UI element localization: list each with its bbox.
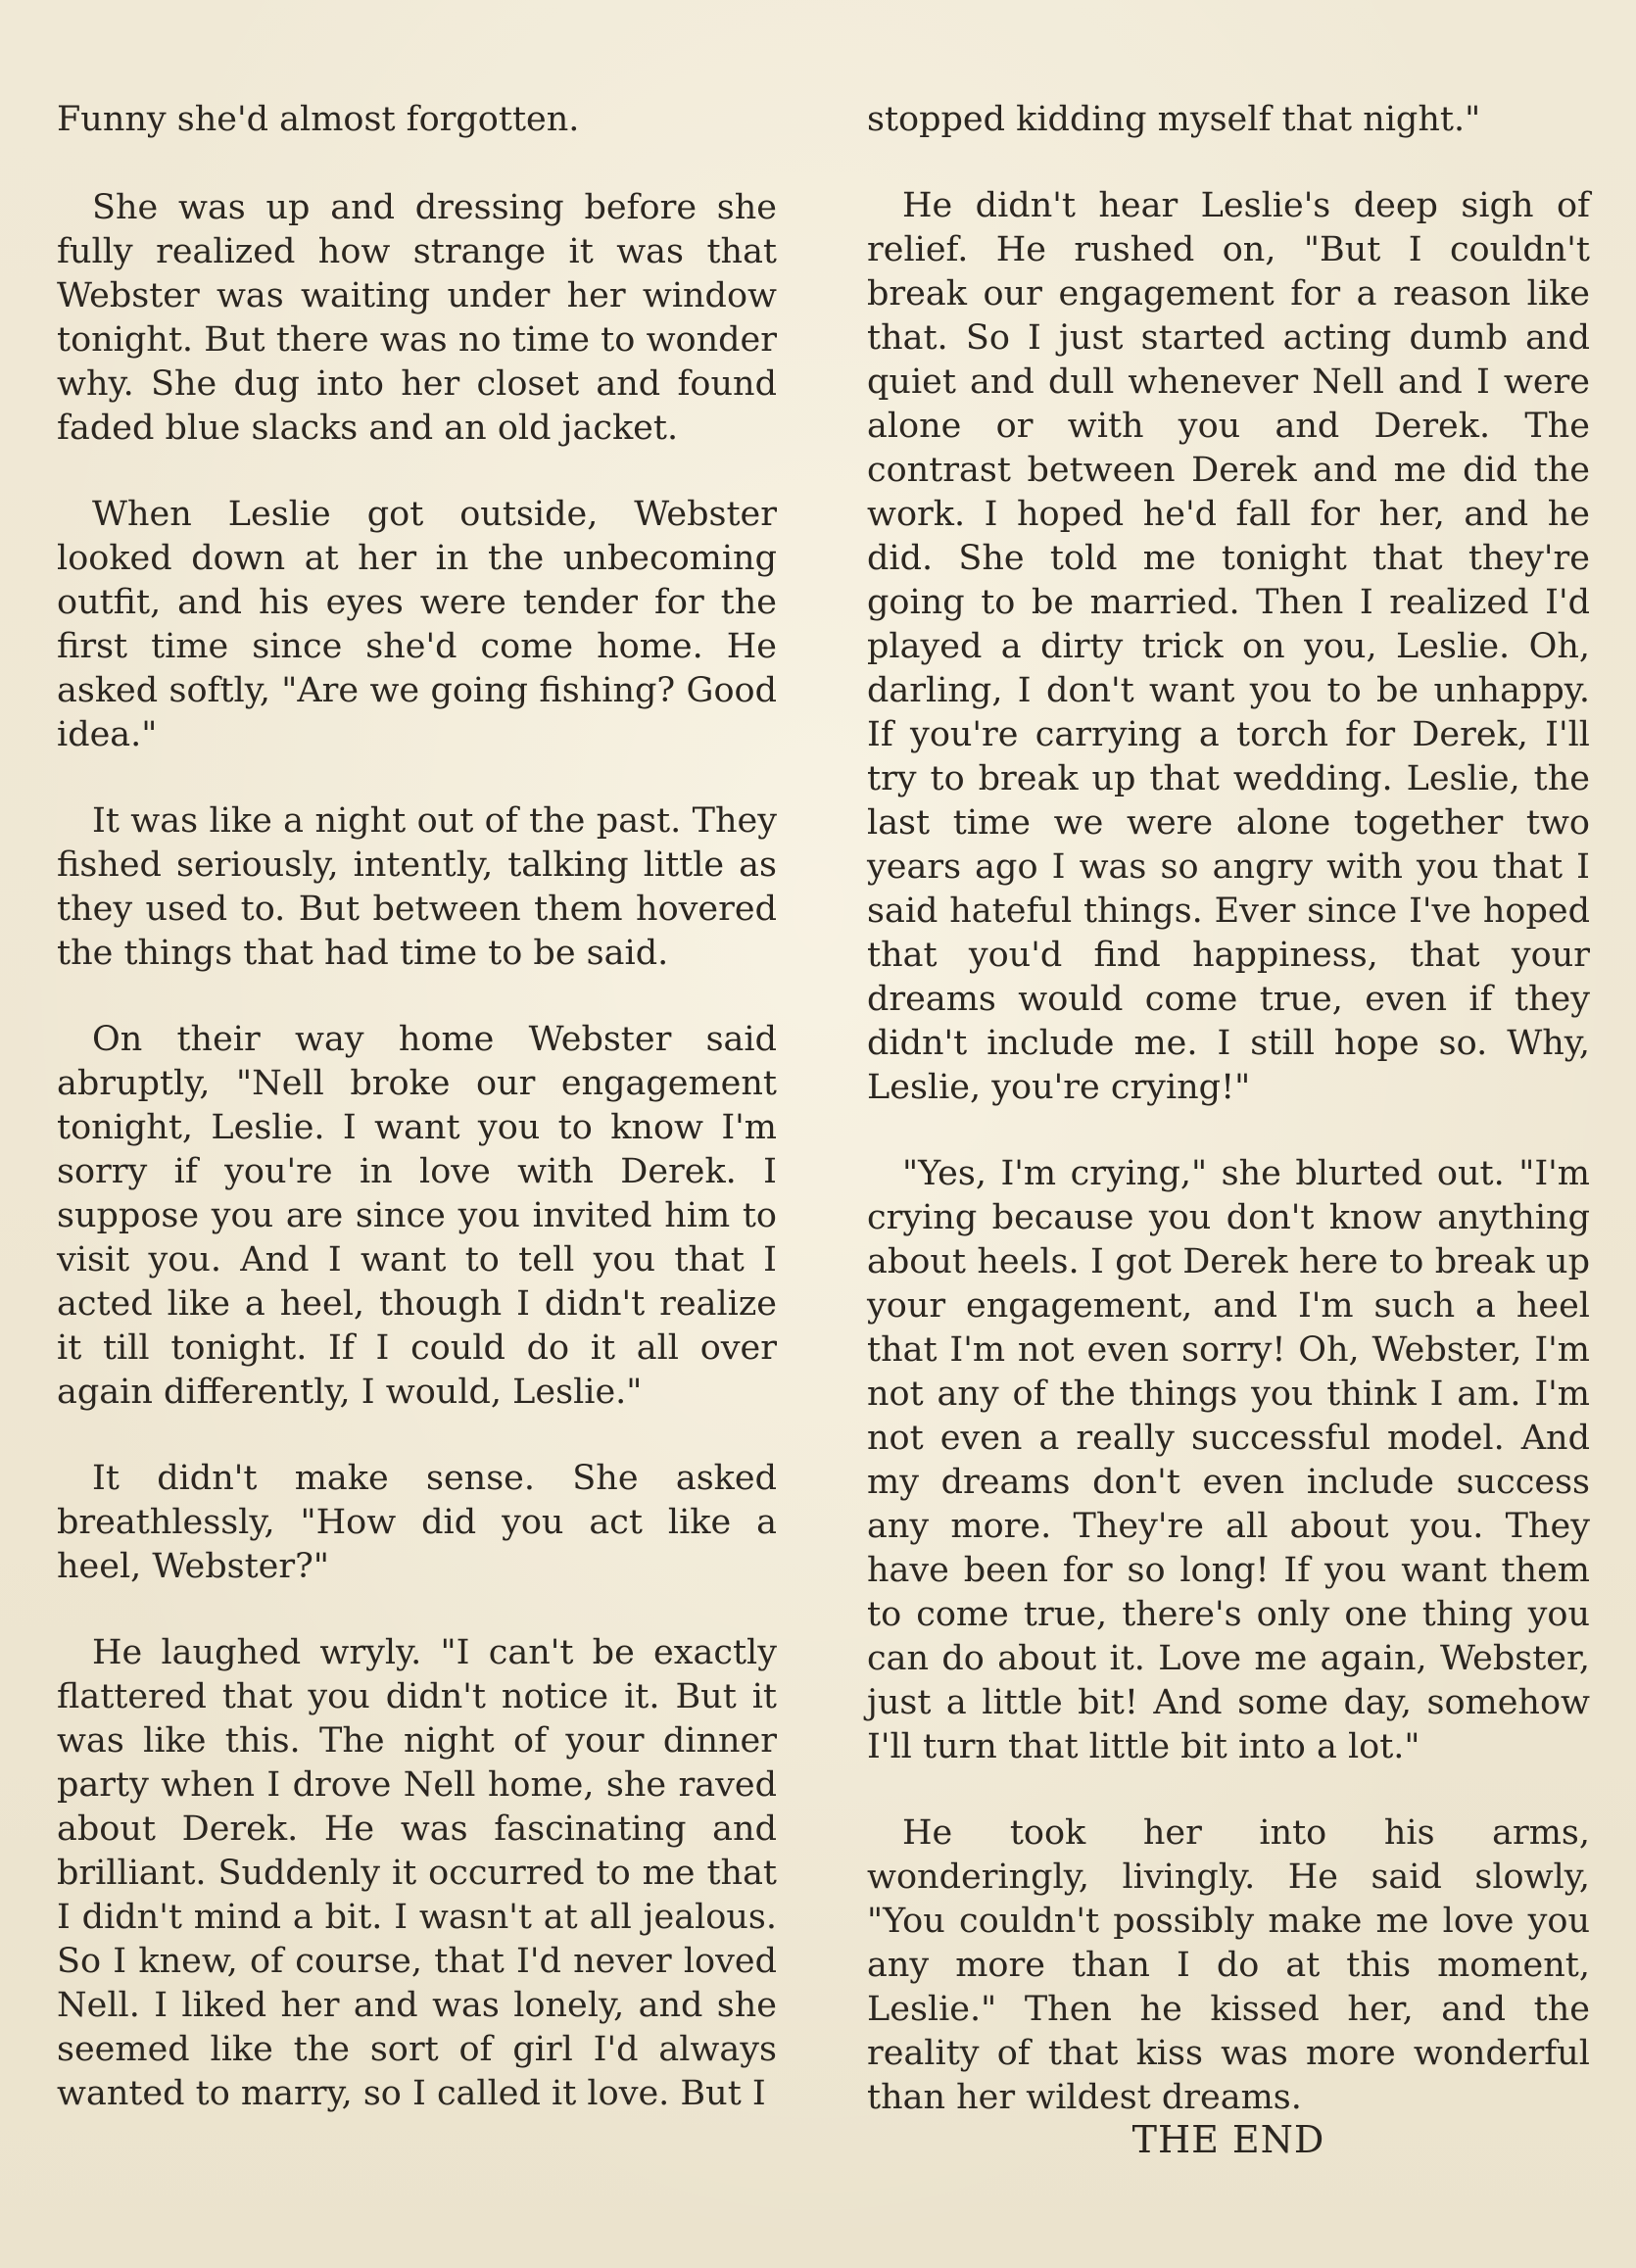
right-column: [867, 98, 1590, 2120]
paragraph: stopped kidding myself that night.": [867, 100, 1481, 139]
the-end-heading: THE END: [1131, 2118, 1325, 2161]
paragraph: He took her into his arms, wonderingly, livingly. He said slowly, "You couldn't possibly make me love you any more than I do at this moment, Leslie." Then he kissed her, and the reality of that kiss was more wonderful than her wildest dreams.: [867, 1813, 1590, 2117]
paragraph: Funny she'd almost forgotten.: [57, 100, 580, 139]
paragraph: It was like a night out of the past. They fished seriously, intently, talking little as they used to. But between them hovered the things that had time to be said.: [57, 801, 777, 973]
paragraph: She was up and dressing before she fully realized how strange it was that Webster was waiting under her window tonight. But there was no time to wonder why. She dug into her closet and found faded blue slacks and an old jacket.: [57, 188, 777, 448]
left-column: [57, 98, 777, 2116]
paragraph: He didn't hear Leslie's deep sigh of relief. He rushed on, "But I couldn't break our engagement for a reason like that. So I just started acting dumb and quiet and dull whenever Nell and I were alone or with you and Derek. The contrast between Derek and me did the work. I hoped he'd fall for her, and he did. She told me tonight that they're going to be married. Then I realized I'd played a dirty trick on you, Leslie. Oh, darling, I don't want you to be unhappy. If you're carrying a torch for Derek, I'll try to break up that wedding. Leslie, the last time we were alone together two years ago I was so angry with you that I said hateful things. Ever since I've hoped that you'd find happiness, that your dreams would come true, even if they didn't include me. I still hope so. Why, Leslie, you're crying!": [867, 186, 1590, 1107]
paragraph: It didn't make sense. She asked breathlessly, "How did you act like a heel, Webster?": [57, 1459, 777, 1586]
paragraph: When Leslie got outside, Webster looked down at her in the unbecoming outfit, and his eyes were tender for the first time since she'd come home. He asked softly, "Are we going fishing? Good idea.": [57, 495, 777, 754]
paragraph: He laughed wryly. "I can't be exactly flattered that you didn't notice it. But it was like this. The night of your dinner party when I drove Nell home, she raved about Derek. He was fascinating and brilliant. Suddenly it occurred to me that I didn't mind a bit. I wasn't at all jealous. So I knew, of course, that I'd never loved Nell. I liked her and was lonely, and she seemed like the sort of girl I'd always wanted to marry, so I called it love. But I: [57, 1633, 777, 2113]
paragraph: "Yes, I'm crying," she blurted out. "I'm crying because you don't know anything about heels. I got Derek here to break up your engagement, and I'm such a heel that I'm not even sorry! Oh, Webster, I'm not any of the things you think I am. I'm not even a really successful model. And my dreams don't even include success any more. They're all about you. They have been for so long! If you want them to come true, there's only one thing you can do about it. Love me again, Webster, just a little bit! And some day, somehow I'll turn that little bit into a lot.": [867, 1154, 1590, 1766]
paragraph: On their way home Webster said abruptly, "Nell broke our engagement tonight, Leslie. I want you to know I'm sorry if you're in love with Derek. I suppose you are since you invited him to visit you. And I want to tell you that I acted like a heel, though I didn't realize it till tonight. If I could do it all over again differently, I would, Leslie.": [57, 1020, 777, 1412]
